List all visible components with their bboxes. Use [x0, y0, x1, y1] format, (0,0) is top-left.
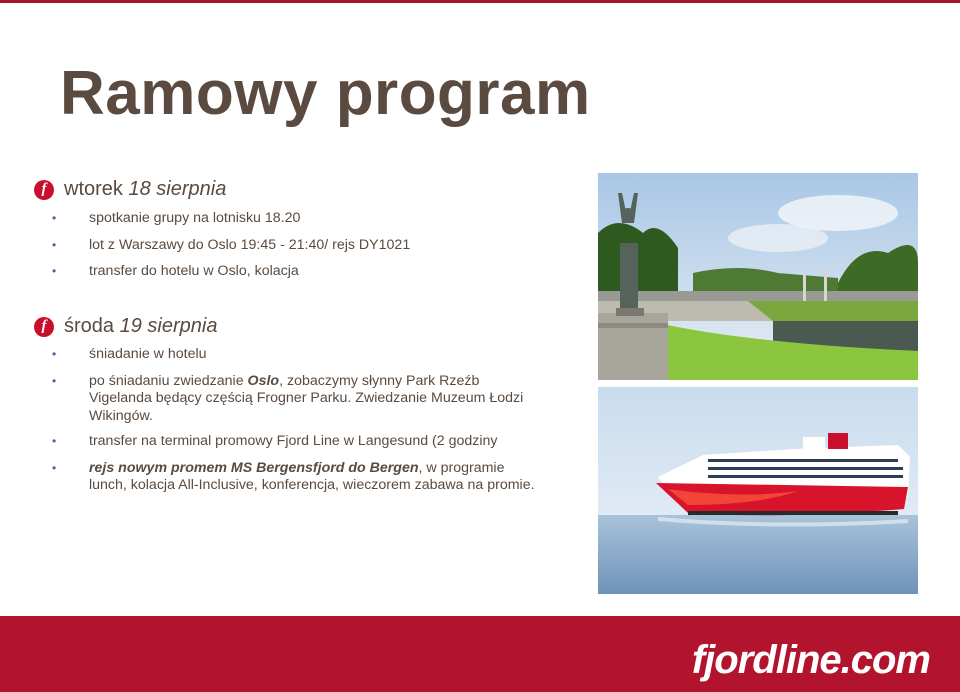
day1-list	[52, 210, 542, 281]
fjordline-logo: fjordline.com	[691, 638, 930, 682]
list-item: • spotkanie grupy na lotnisku 18.20	[52, 210, 542, 228]
fjordline-bullet-icon: f	[34, 317, 54, 337]
day-heading-wednesday	[34, 315, 217, 338]
day-heading-text: wtorek 18 sierpnia	[64, 178, 227, 200]
list-item: • transfer do hotelu w Oslo, kolacja	[52, 263, 542, 281]
day2-list	[52, 346, 542, 495]
top-accent-line	[0, 0, 960, 3]
day-heading-text: środa 19 sierpnia	[64, 315, 218, 337]
footer-bar	[0, 616, 960, 692]
list-item: • po śniadaniu zwiedzanie Oslo, zobaczymy słynny Park Rzeźb Vigelanda będący częścią Frogner Parku. Zwiedzanie Muzeum Łodzi Wikingów.	[52, 373, 542, 426]
list-item: • rejs nowym promem MS Bergensfjord do Bergen, w programie lunch, kolacja All-Inclusive, konferencja, wieczorem zabawa na promie.	[52, 460, 542, 495]
fjordline-bullet-icon: f	[34, 180, 54, 200]
ferry-image	[598, 387, 918, 594]
vigeland-park-photo	[598, 173, 918, 380]
page-title: Ramowy program	[60, 59, 591, 128]
vigeland-park-image	[598, 173, 918, 380]
ferry-photo	[598, 387, 918, 594]
day-heading-tuesday	[34, 178, 226, 201]
list-item: • śniadanie w hotelu	[52, 346, 542, 364]
list-item: • transfer na terminal promowy Fjord Line w Langesund (2 godziny	[52, 433, 542, 451]
list-item: • lot z Warszawy do Oslo 19:45 - 21:40/ rejs DY1021	[52, 237, 542, 255]
